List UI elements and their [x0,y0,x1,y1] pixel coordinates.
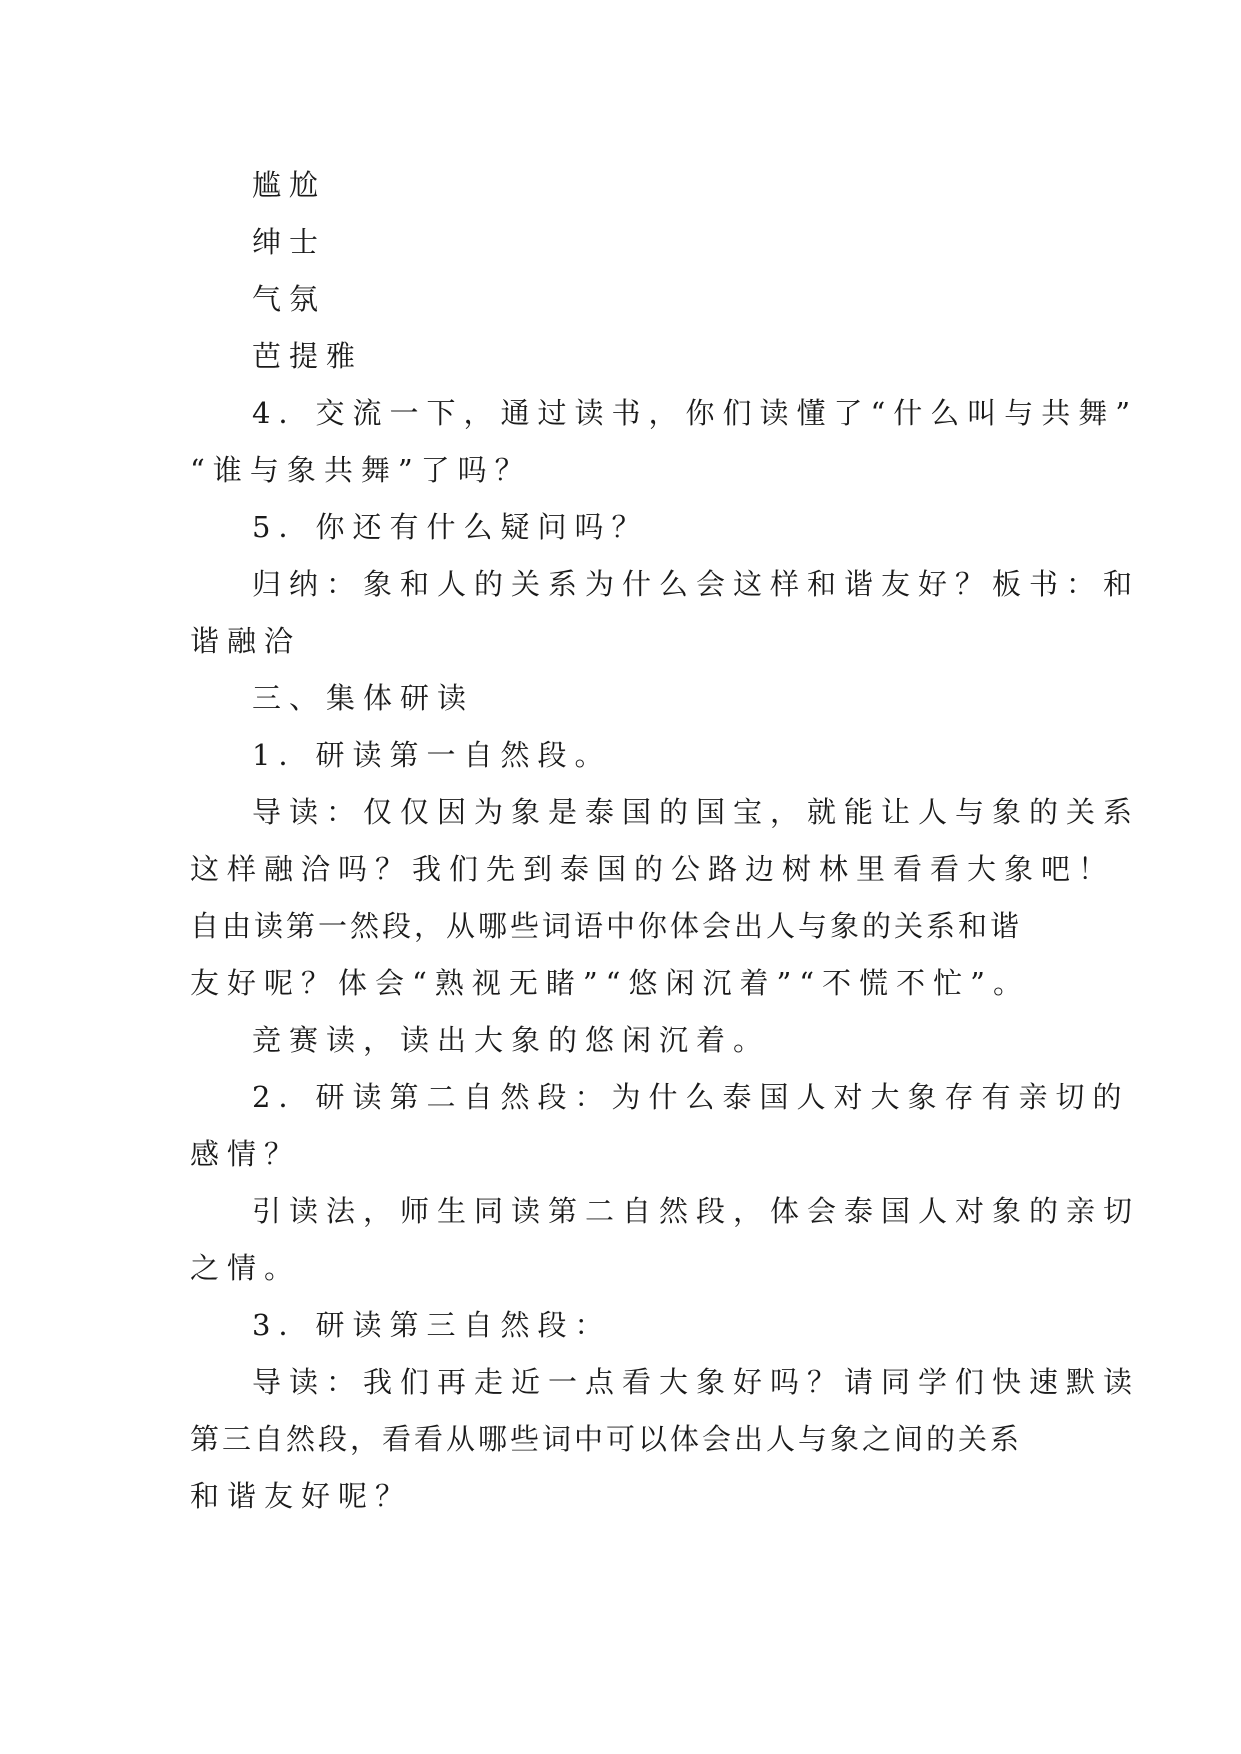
question-4-line-1: 4．交流一下，通过读书，你们读懂了“什么叫与共舞” [252,396,1139,430]
summary-line-1: 归纳：象和人的关系为什么会这样和谐友好？板书：和 [252,567,1141,601]
guide-3-line-1: 导读：我们再走近一点看大象好吗？请同学们快速默读 [252,1365,1141,1399]
question-4-line-2: “谁与象共舞”了吗？ [190,453,532,487]
guide-1-line-1: 导读：仅仅因为象是泰国的国宝，就能让人与象的关系 [252,795,1141,829]
vocab-word-atmosphere: 气氛 [252,282,327,316]
competition-reading: 竞赛读，读出大象的悠闲沉着。 [252,1023,771,1057]
step-2-line-2: 感情？ [190,1137,302,1171]
summary-line-2: 谐融洽 [190,624,302,658]
step-2-line-1: 2．研读第二自然段：为什么泰国人对大象存有亲切的 [252,1080,1130,1114]
vocab-word-pattaya: 芭提雅 [252,339,364,373]
guide-1-line-4: 友好呢？体会“熟视无睹”“悠闲沉着”“不慌不忙”。 [190,966,1030,1000]
question-5: 5．你还有什么疑问吗？ [252,510,649,544]
vocab-word-gentleman: 绅士 [252,225,327,259]
vocab-word-awkward: 尴尬 [252,168,327,202]
guide-1-line-3: 自由读第一然段，从哪些词语中你体会出人与象的关系和谐 [190,909,1023,943]
step-3: 3．研读第三自然段： [252,1308,612,1342]
guide-3-line-3: 和谐友好呢？ [190,1479,413,1513]
guide-3-line-2: 第三自然段，看看从哪些词中可以体会出人与象之间的关系 [190,1422,1023,1456]
guided-reading-line-1: 引读法，师生同读第二自然段，体会泰国人对象的亲切 [252,1194,1141,1228]
guide-1-line-2: 这样融洽吗？我们先到泰国的公路边树林里看看大象吧！ [190,852,1116,886]
guided-reading-line-2: 之情。 [190,1251,302,1285]
section-heading: 三、集体研读 [252,681,475,715]
step-1: 1．研读第一自然段。 [252,738,612,772]
